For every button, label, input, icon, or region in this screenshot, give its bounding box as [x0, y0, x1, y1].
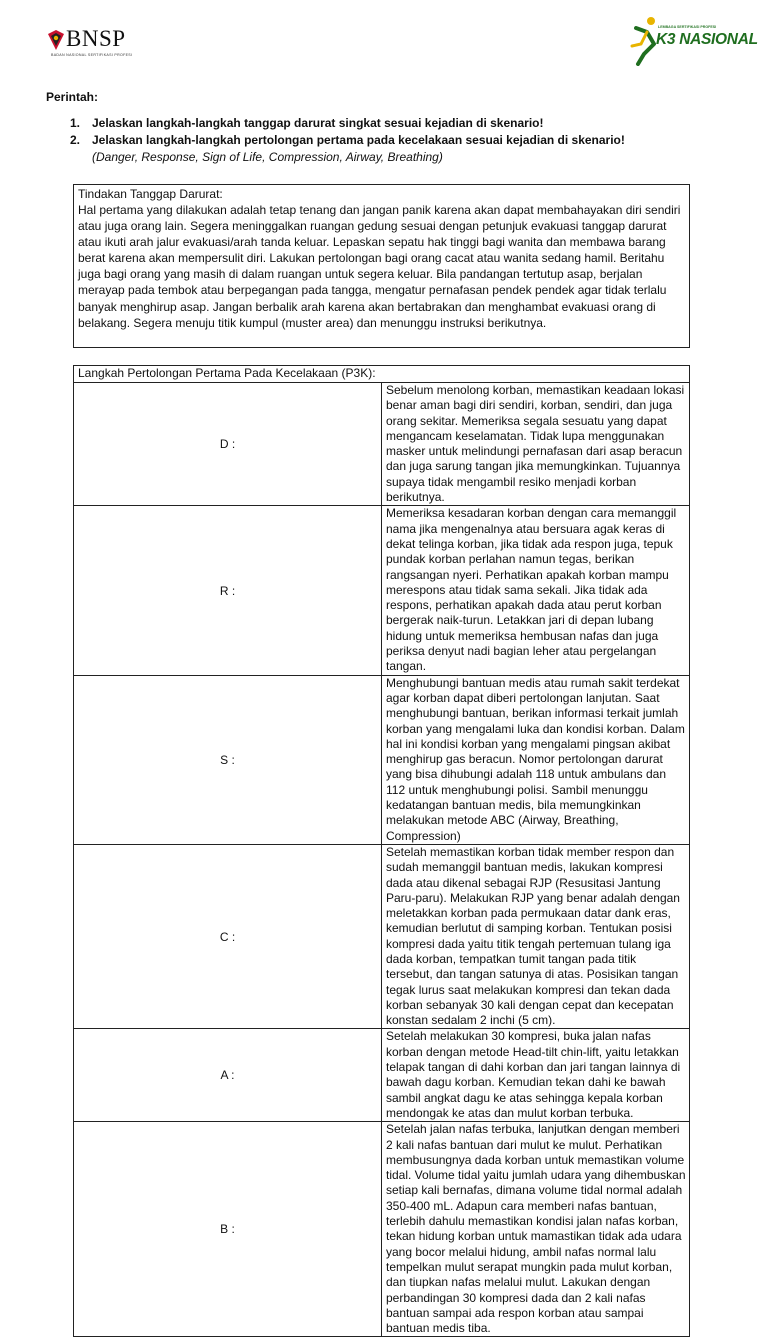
step-label: C :	[74, 844, 382, 1029]
table-row	[74, 506, 690, 675]
step-description: Setelah jalan nafas terbuka, lanjutkan dengan memberi 2 kali nafas bantuan dari mulut ke mulut. Perhatikan membusungnya dada korban untuk memastikan volume tidal. Volume tidal yaitu jumlah udara yang dihembuskan setiap kali bernafas, dimana volume tidal normal adalah 350-400 mL. Adapun cara memberi nafas bantuan, terlebih dahulu memastikan kondisi jalan nafas korban, tekan hidung korban untuk mamastikan tidak ada udara yang bocor melalui hidung, ambil nafas normal lalu tempelkan mulut serapat mungkin pada mulut korban, dan tiupkan nafas melalui mulut. Lakukan dengan perbandingan 30 kompresi dada dan 2 kali nafas bantuan sampai ada respon korban atau sampai bantuan medis tiba.	[382, 1122, 690, 1337]
instruction-item-1	[70, 116, 544, 130]
bnsp-logo	[46, 26, 146, 62]
p3k-title: Langkah Pertolongan Pertama Pada Kecelakaan (P3K):	[74, 366, 690, 383]
bnsp-emblem-icon	[46, 28, 66, 52]
step-description: Setelah memastikan korban tidak member respon dan sudah memanggil bantuan medis, lakukan kompresi dada atau dikenal sebagai RJP (Resusitasi Jantung Paru-paru). Melakukan RJP yang benar adalah dengan meletakkan korban pada permukaan datar dank eras, kemudian berlutut di samping korban. Tentukan posisi kompresi dada yaitu titik tengah pertemuan tulang iga dada korban, tempatkan tumit tangan pada titik tersebut, dan tangan satunya di atas. Posisikan tangan tegak lurus saat melakukan kompresi dan tekan dada korban sebanyak 30 kali dengan cepat dan kecepatan konstan sedalam 2 inchi (5 cm).	[382, 844, 690, 1029]
table-row	[74, 1122, 690, 1337]
p3k-table	[73, 365, 690, 1337]
table-row	[74, 383, 690, 506]
step-label: S :	[74, 675, 382, 844]
perintah-title: Perintah:	[46, 90, 99, 104]
instruction-text: Jelaskan langkah-langkah pertolongan pertama pada kecelakaan sesuai kejadian di skenario!	[92, 133, 625, 147]
tanggap-darurat-body: Hal pertama yang dilakukan adalah tetap tenang dan jangan panik karena akan dapat membahayakan diri sendiri atau juga orang lain. Segera meninggalkan ruangan gedung sesuai dengan petunjuk evakuasi tanggap darurat atau ikuti arah jalur evakuasi/arah tanda keluar. Lepaskan sepatu hak tinggi bagi wanita dan membawa barang berat karena akan mempersulit diri. Lakukan pertolongan bagi orang cacat atau wanita sedang hamil. Beritahu juga bagi orang yang masih di dalam ruangan untuk segera keluar. Bila pandangan tertutup asap, berjalan merayap pada tembok atau berpegangan pada tangga, mengatur pernafasan pendek pendek agar tidak terlalu banyak menghirup asap. Jangan berbalik arah karena akan bertabrakan dan menghambat evakuasi orang di belakang. Segera menuju titik kumpul (muster area) dan menunggu instruksi berikutnya.	[78, 203, 681, 330]
bnsp-subtitle: BADAN NASIONAL SERTIFIKASI PROFESI	[51, 53, 133, 57]
instruction-text: Jelaskan langkah-langkah tanggap darurat singkat sesuai kejadian di skenario!	[92, 116, 544, 130]
p3k-header-row	[74, 366, 690, 383]
step-label: B :	[74, 1122, 382, 1337]
instruction-number: 2.	[70, 133, 81, 147]
step-description: Setelah melakukan 30 kompresi, buka jalan nafas korban dengan metode Head-tilt chin-lift, yaitu letakkan telapak tangan di dahi korban dan jari tangan lainnya di bawah dagu korban. Kemudian tekan dahi ke bawah sambil angkat dagu ke atas sehingga kepala korban mendongak ke atas dan mulut korban terbuka.	[382, 1029, 690, 1122]
instruction-subtext: (Danger, Response, Sign of Life, Compression, Airway, Breathing)	[92, 150, 443, 164]
k3-nasional-logo	[630, 14, 758, 66]
tanggap-darurat-box	[73, 184, 690, 348]
tanggap-darurat-title: Tindakan Tanggap Darurat:	[78, 187, 223, 201]
step-description: Sebelum menolong korban, memastikan keadaan lokasi benar aman bagi diri sendiri, korban, sendiri, dan juga orang sekitar. Memeriksa segala sesuatu yang dapat mengancam keselamatan. Tidak lupa menggunakan masker untuk melindungi pernafasan dari asap beracun dan juga sarung tangan jika memungkinkan. Tujuannya supaya tidak mengambil resiko menjadi korban berikutnya.	[382, 383, 690, 506]
instruction-item-2	[70, 133, 625, 147]
k3-name: K3 NASIONAL	[656, 31, 758, 48]
step-label: R :	[74, 506, 382, 675]
step-description: Menghubungi bantuan medis atau rumah sakit terdekat agar korban dapat diberi pertolongan lanjutan. Saat menghubungi bantuan, berikan informasi terkait jumlah korban yang mengalami luka dan kondisi korban. Dalam hal ini kondisi korban yang mengalami pingsan akibat menghirup gas beracun. Nomor pertolongan darurat yang bisa dihubungi adalah 118 untuk ambulans dan 112 untuk menghubungi polisi. Sambil menunggu kedatangan bantuan medis, bila memungkinkan melakukan metode ABC (Airway, Breathing, Compression)	[382, 675, 690, 844]
instruction-number: 1.	[70, 116, 81, 130]
table-row	[74, 675, 690, 844]
step-label: D :	[74, 383, 382, 506]
bnsp-name: BNSP	[66, 26, 126, 51]
table-row	[74, 1029, 690, 1122]
step-label: A :	[74, 1029, 382, 1122]
step-description: Memeriksa kesadaran korban dengan cara memanggil nama jika mengenalnya atau bersuara agak keras di dekat telinga korban, jika tidak ada respon juga, tepuk pundak korban perlahan namun tegas, berikan rangsangan nyeri. Perhatikan apakah korban mampu merespons atau tidak sama sekali. Jika tidak ada respons, perhatikan apakah dada atau perut korban bergerak naik-turun. Letakkan jari di depan lubang hidung untuk memeriksa hembusan nafas dan juga periksa denyut nadi bagian leher atau pergelangan tangan.	[382, 506, 690, 675]
k3-subtitle: LEMBAGA SERTIFIKASI PROFESI	[658, 25, 717, 29]
table-row	[74, 844, 690, 1029]
